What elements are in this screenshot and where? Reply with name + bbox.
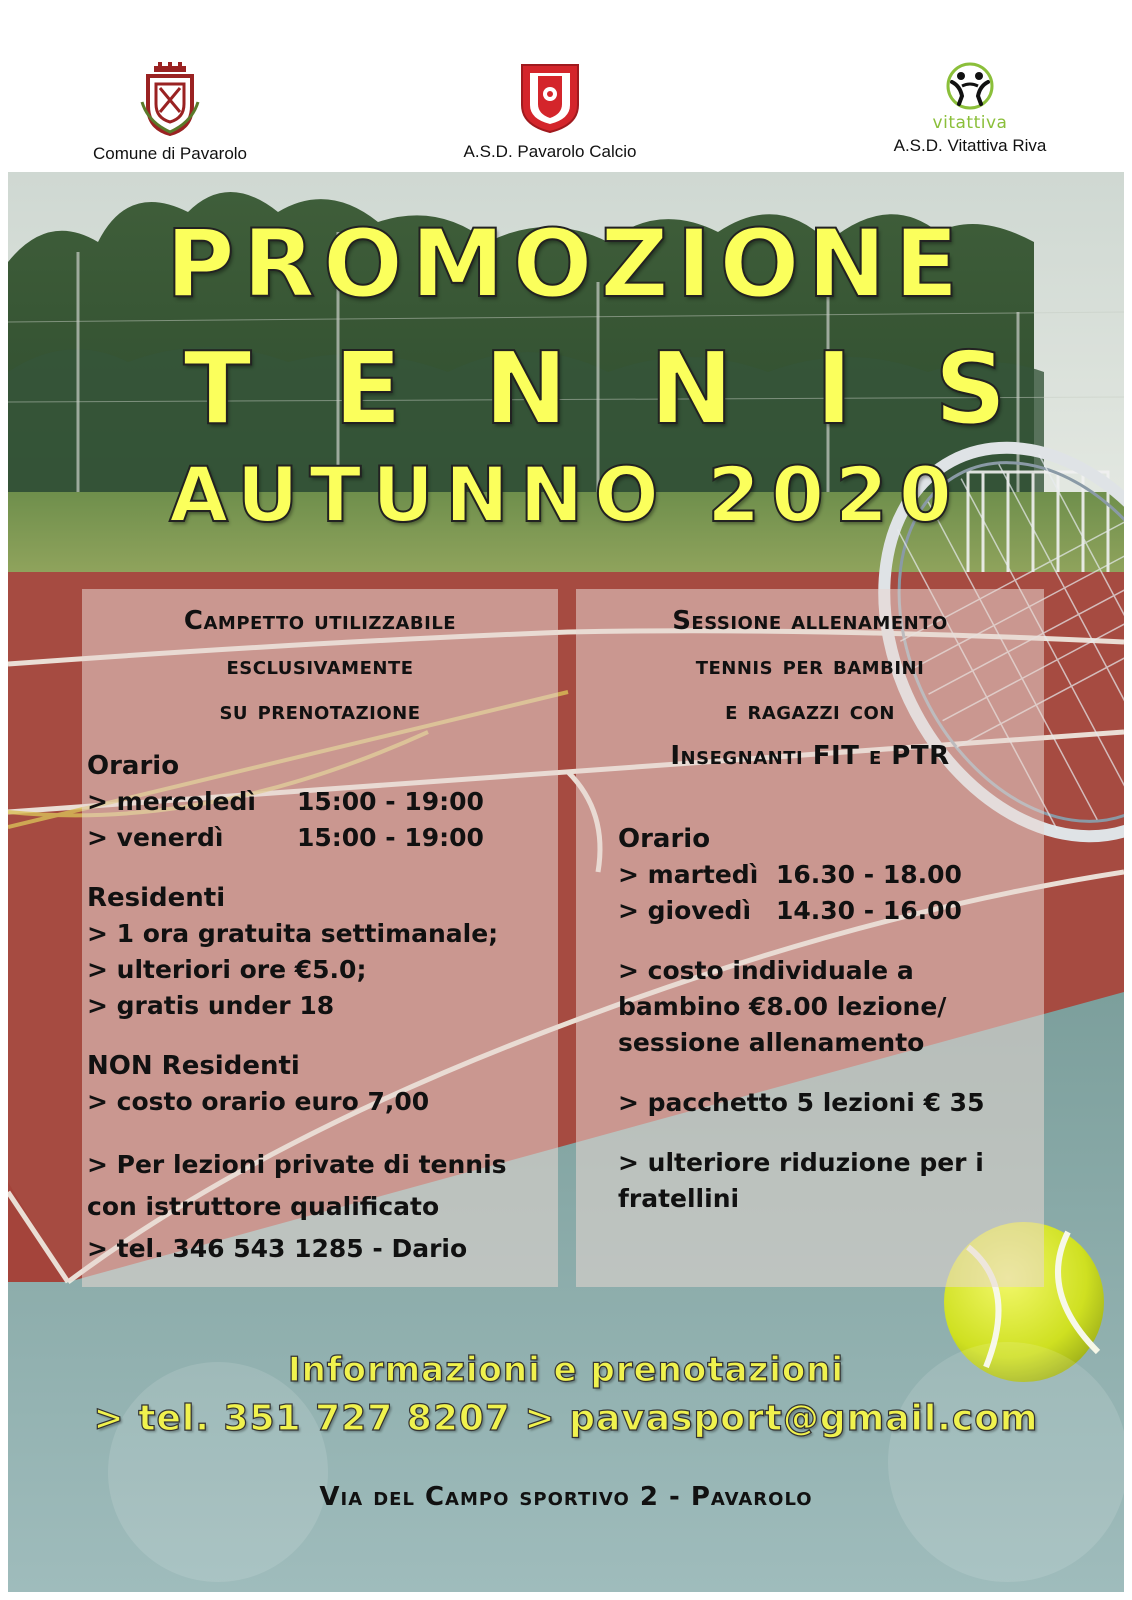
heading-line: esclusivamente [226, 651, 414, 681]
schedule-day: > martedì [618, 860, 759, 889]
info-title: Informazioni e prenotazioni [287, 1350, 845, 1390]
heading-line: e ragazzi con [725, 696, 895, 726]
schedule-day: > mercoledì [87, 787, 256, 816]
panel-campetto [82, 589, 558, 1287]
logo-caption: A.S.D. Vitattiva Riva [893, 136, 1047, 155]
contact-line[interactable]: > tel. 351 727 8207 > pavasport@gmail.com [93, 1398, 1039, 1439]
heading-line: Insegnanti FIT e PTR [670, 741, 950, 771]
residenti-item: > 1 ora gratuita settimanale; [87, 919, 499, 948]
residenti-item: > ulteriori ore €5.0; [87, 955, 367, 984]
logo-comune-pavarolo [40, 62, 300, 164]
heading-line: tennis per bambini [695, 651, 925, 681]
schedule-day: > venerdì [87, 823, 224, 852]
schedule-time: 15:00 - 19:00 [297, 787, 484, 816]
coat-of-arms-icon [140, 62, 200, 136]
logo-pavarolo-calcio [420, 62, 680, 162]
non-residenti-label: NON Residenti [87, 1051, 300, 1081]
non-residenti-item: > costo orario euro 7,00 [87, 1087, 430, 1116]
address: Via del Campo sportivo 2 - Pavarolo [319, 1482, 813, 1512]
riduzione-line: > ulteriore riduzione per i [618, 1148, 984, 1177]
heading-line: Sessione allenamento [672, 606, 948, 636]
club-shield-icon [519, 62, 581, 134]
schedule-time: 15:00 - 19:00 [297, 823, 484, 852]
lezioni-phone[interactable]: > tel. 346 543 1285 - Dario [87, 1234, 468, 1263]
lezioni-line: con istruttore qualificato [87, 1192, 440, 1221]
lezioni-line: > Per lezioni private di tennis [87, 1150, 507, 1179]
logo-caption: Comune di Pavarolo [92, 144, 248, 163]
schedule-row [87, 820, 558, 856]
tennis-court-photo [8, 172, 1124, 1592]
pacchetto-line: > pacchetto 5 lezioni € 35 [618, 1088, 985, 1117]
panel-campetto-heading [82, 599, 558, 734]
panel-allenamento [576, 589, 1044, 1287]
riduzione-line: fratellini [618, 1184, 740, 1213]
vitattiva-wordmark: vitattiva [932, 113, 1008, 133]
schedule-row [618, 893, 1044, 929]
residenti-item: > gratis under 18 [87, 991, 335, 1020]
costo-line: bambino €8.00 lezione/ [618, 992, 947, 1021]
title-promozione: PROMOZIONE [165, 210, 967, 319]
heading-line: Campetto utilizzabile [183, 606, 457, 636]
vitattiva-logo-icon [940, 62, 1000, 110]
panel-allenamento-heading [576, 599, 1044, 779]
logo-caption: A.S.D. Pavarolo Calcio [463, 142, 637, 161]
costo-line: sessione allenamento [618, 1028, 925, 1057]
heading-line: su prenotazione [219, 696, 421, 726]
residenti-label: Residenti [87, 883, 226, 913]
logo-vitattiva [840, 62, 1100, 156]
title-tennis: TENNIS [183, 330, 1089, 447]
schedule-time: 14.30 - 16.00 [776, 896, 962, 925]
schedule-row [618, 857, 1044, 893]
title-autunno-2020: AUTUNNO 2020 [169, 450, 963, 539]
orario-label: Orario [87, 751, 180, 781]
schedule-day: > giovedì [618, 896, 752, 925]
lezioni-private [87, 1144, 558, 1270]
schedule-time: 16.30 - 18.00 [776, 860, 962, 889]
orario-label: Orario [618, 824, 711, 854]
costo-line: > costo individuale a [618, 956, 914, 985]
schedule-row [87, 784, 558, 820]
